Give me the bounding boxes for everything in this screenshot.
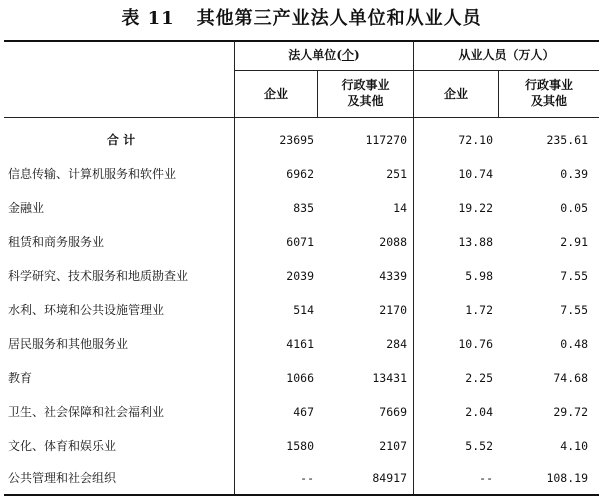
table-number: 表 11 [121,8,175,29]
row-label: 公共管理和社会组织 [8,471,117,485]
cell-enterprise-units: 1066 [286,371,314,385]
header-admin-2 [499,77,599,109]
cell-admin-units: 251 [386,167,407,181]
cell-enterprise-employees: 19.22 [458,201,493,215]
cell-enterprise-units: 2039 [286,269,314,283]
row-label: 信息传输、计算机服务和软件业 [8,167,177,181]
row-label: 居民服务和其他服务业 [8,337,129,351]
row-label: 合 计 [106,133,136,147]
table-row [0,461,603,495]
row-label: 水利、环境和公共设施管理业 [8,303,165,317]
cell-enterprise-units: 6071 [286,235,314,249]
header-divider-line [234,70,599,71]
cell-admin-employees: 2.91 [560,235,588,249]
cell-admin-units: 2107 [379,439,407,453]
row-label: 科学研究、技术服务和地质勘查业 [8,269,189,283]
cell-admin-units: 7669 [379,405,407,419]
header-legal-units-unit: 个 [342,48,355,62]
header-admin-2-line2: 及其他 [530,94,567,108]
cell-enterprise-employees: 13.88 [458,235,493,249]
cell-enterprise-units: -- [300,471,314,485]
row-label: 教育 [8,371,33,385]
header-enterprise-2: 企业 [443,87,468,101]
cell-admin-units: 117270 [365,133,407,147]
table-row [0,429,603,463]
row-label: 文化、体育和娱乐业 [8,439,117,453]
cell-admin-employees: 108.19 [546,471,588,485]
cell-enterprise-employees: 1.72 [465,303,493,317]
cell-admin-units: 4339 [379,269,407,283]
cell-enterprise-units: 1580 [286,439,314,453]
table-title [0,4,603,30]
cell-admin-units: 13431 [372,371,407,385]
table-row [0,259,603,293]
cell-enterprise-employees: -- [479,471,493,485]
header-legal-units-close: ) [354,48,360,62]
table-row-total [0,123,603,157]
cell-admin-employees: 235.61 [546,133,588,147]
cell-enterprise-units: 4161 [286,337,314,351]
cell-admin-employees: 0.48 [560,337,588,351]
cell-admin-employees: 0.05 [560,201,588,215]
cell-admin-employees: 29.72 [553,405,588,419]
cell-enterprise-units: 23695 [279,133,314,147]
cell-enterprise-units: 467 [293,405,314,419]
cell-admin-employees: 7.55 [560,269,588,283]
cell-admin-employees: 74.68 [553,371,588,385]
cell-enterprise-units: 514 [293,303,314,317]
header-bottom-line [4,117,599,118]
header-legal-units: 法人单位(个) [288,48,360,62]
cell-admin-employees: 7.55 [560,303,588,317]
table-row [0,225,603,259]
table-row [0,395,603,429]
cell-admin-employees: 4.10 [560,439,588,453]
header-admin-1-line1: 行政事业 [341,78,390,92]
cell-admin-units: 14 [393,201,407,215]
bottom-rule [4,494,599,496]
cell-admin-units: 284 [386,337,407,351]
header-enterprise-1: 企业 [263,87,288,101]
cell-admin-employees: 0.39 [560,167,588,181]
table-row [0,293,603,327]
header-legal-units-label: 法人单位 [288,48,337,62]
header-admin-1-line2: 及其他 [347,94,384,108]
header-employees: 从业人员（万人） [458,48,555,62]
cell-admin-units: 84917 [372,471,407,485]
row-label: 租赁和商务服务业 [8,235,105,249]
cell-enterprise-employees: 10.76 [458,337,493,351]
table-row [0,191,603,225]
cell-enterprise-employees: 5.52 [465,439,493,453]
cell-enterprise-employees: 10.74 [458,167,493,181]
cell-admin-units: 2170 [379,303,407,317]
cell-enterprise-employees: 5.98 [465,269,493,283]
table-title-text: 其他第三产业法人单位和从业人员 [196,8,482,29]
row-label: 卫生、社会保障和社会福利业 [8,405,165,419]
table-row [0,361,603,395]
table-row [0,327,603,361]
cell-enterprise-employees: 2.25 [465,371,493,385]
header-admin-1 [318,77,413,109]
cell-enterprise-units: 835 [293,201,314,215]
cell-enterprise-units: 6962 [286,167,314,181]
row-label: 金融业 [8,201,45,215]
cell-enterprise-employees: 72.10 [458,133,493,147]
cell-admin-units: 2088 [379,235,407,249]
cell-enterprise-employees: 2.04 [465,405,493,419]
table-row [0,157,603,191]
top-rule [4,40,599,42]
header-admin-2-line1: 行政事业 [524,78,573,92]
